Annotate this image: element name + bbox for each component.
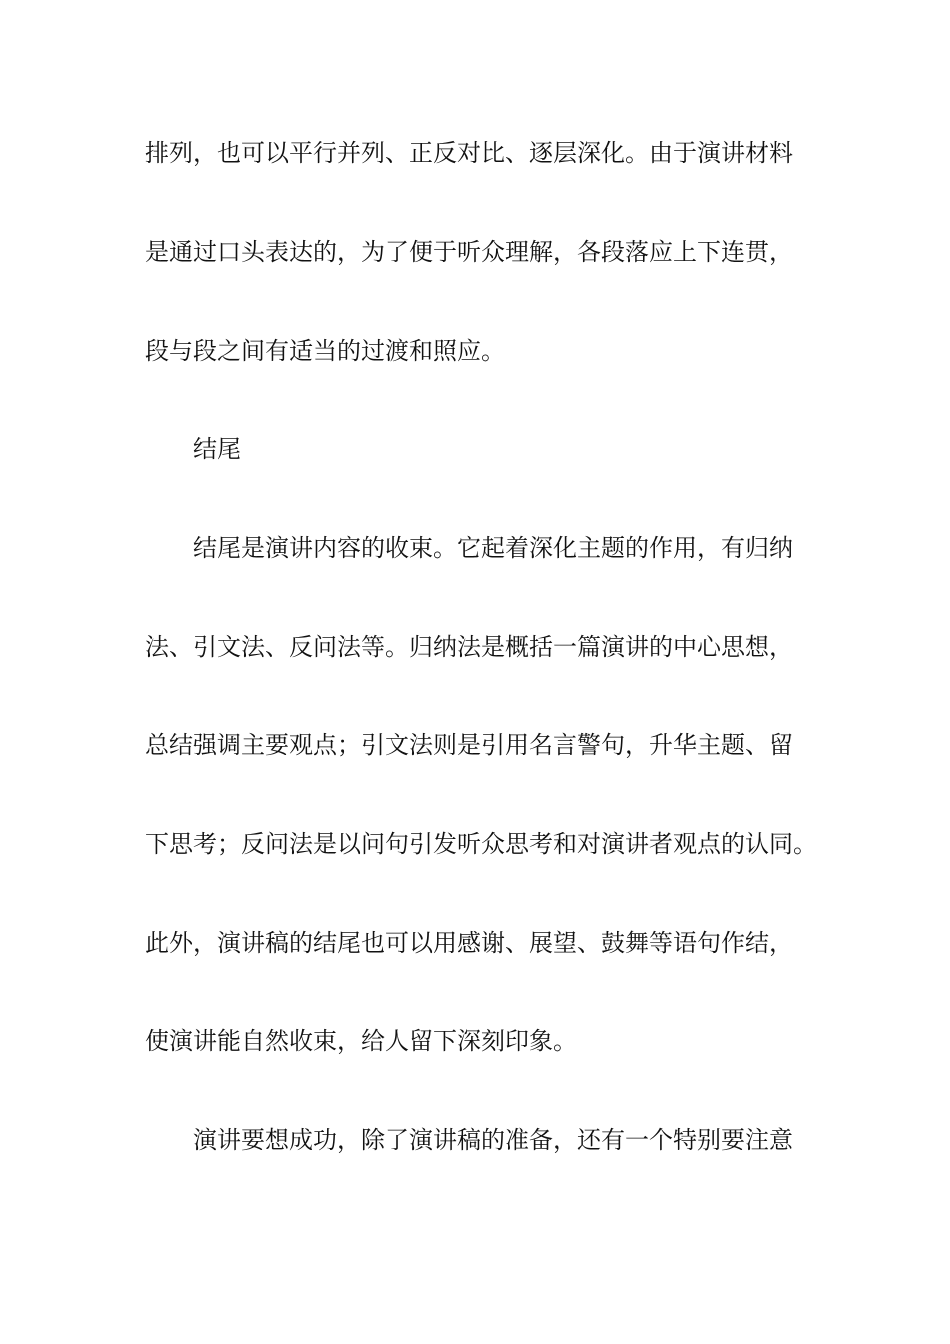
section-heading: 结尾: [193, 435, 241, 463]
text-line: 法、引文法、反问法等。归纳法是概括一篇演讲的中心思想，: [145, 633, 793, 661]
text-line: 是通过口头表达的，为了便于听众理解，各段落应上下连贯，: [145, 238, 793, 266]
text-line: 下思考；反问法是以问句引发听众思考和对演讲者观点的认同。: [145, 830, 817, 858]
text-line: 排列，也可以平行并列、正反对比、逐层深化。由于演讲材料: [145, 139, 793, 167]
text-line: 段与段之间有适当的过渡和照应。: [145, 337, 505, 365]
text-line: 使演讲能自然收束，给人留下深刻印象。: [145, 1027, 577, 1055]
text-line: 此外，演讲稿的结尾也可以用感谢、展望、鼓舞等语句作结，: [145, 929, 793, 957]
text-line: 总结强调主要观点；引文法则是引用名言警句，升华主题、留: [145, 731, 793, 759]
text-line: 结尾是演讲内容的收束。它起着深化主题的作用，有归纳: [193, 534, 793, 562]
text-line: 演讲要想成功，除了演讲稿的准备，还有一个特别要注意: [193, 1126, 793, 1154]
